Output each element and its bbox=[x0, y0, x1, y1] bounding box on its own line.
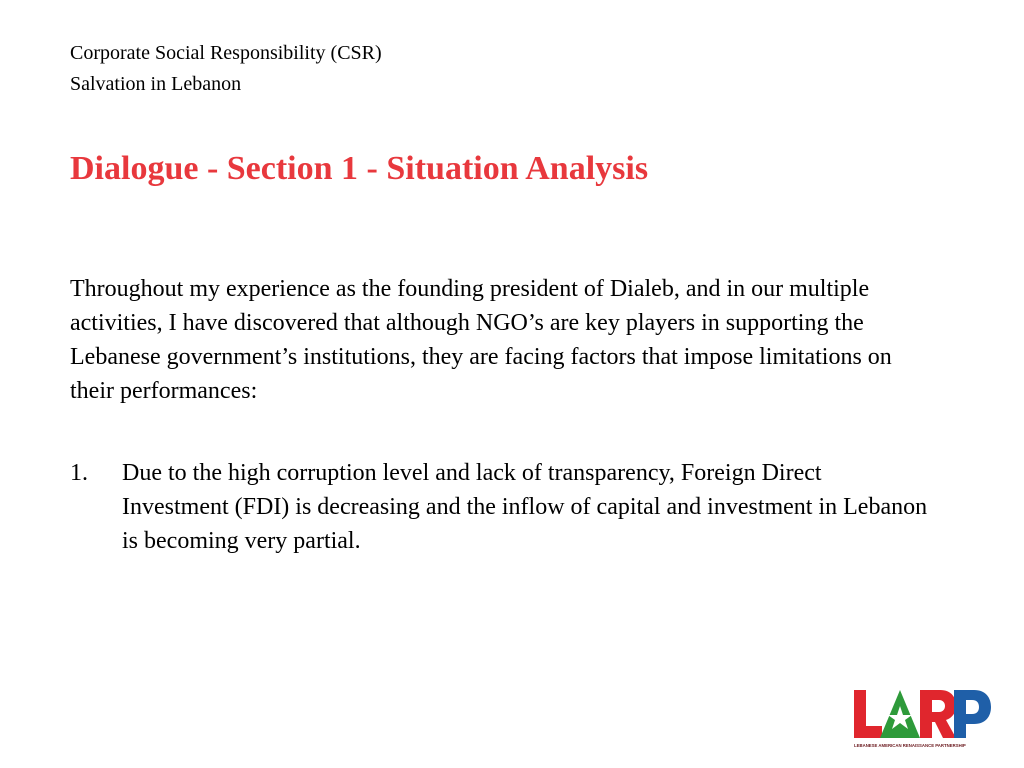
slide-title: Dialogue - Section 1 - Situation Analysis bbox=[70, 150, 649, 187]
numbered-list bbox=[70, 456, 930, 558]
header-line-1: Corporate Social Responsibility (CSR) bbox=[70, 42, 382, 64]
slide-header bbox=[70, 38, 382, 100]
header-line-2: Salvation in Lebanon bbox=[70, 73, 242, 95]
intro-paragraph: Throughout my experience as the founding president of Dialeb, and in our multiple activities, I have discovered that although NGO’s are key players in supporting the Lebanese government’s institutions, they are facing factors that impose limitations on their performances: bbox=[70, 276, 892, 404]
larp-logo bbox=[850, 686, 994, 750]
list-item bbox=[70, 456, 930, 558]
list-item-number: 1. bbox=[70, 460, 88, 486]
logo-tagline: LEBANESE AMERICAN RENAISSANCE PARTNERSHIP bbox=[854, 743, 966, 748]
list-item-text: Due to the high corruption level and lack of transparency, Foreign Direct Investment (FDI) is decreasing and the inflow of capital and investment in Lebanon is becoming very partial. bbox=[122, 460, 928, 554]
